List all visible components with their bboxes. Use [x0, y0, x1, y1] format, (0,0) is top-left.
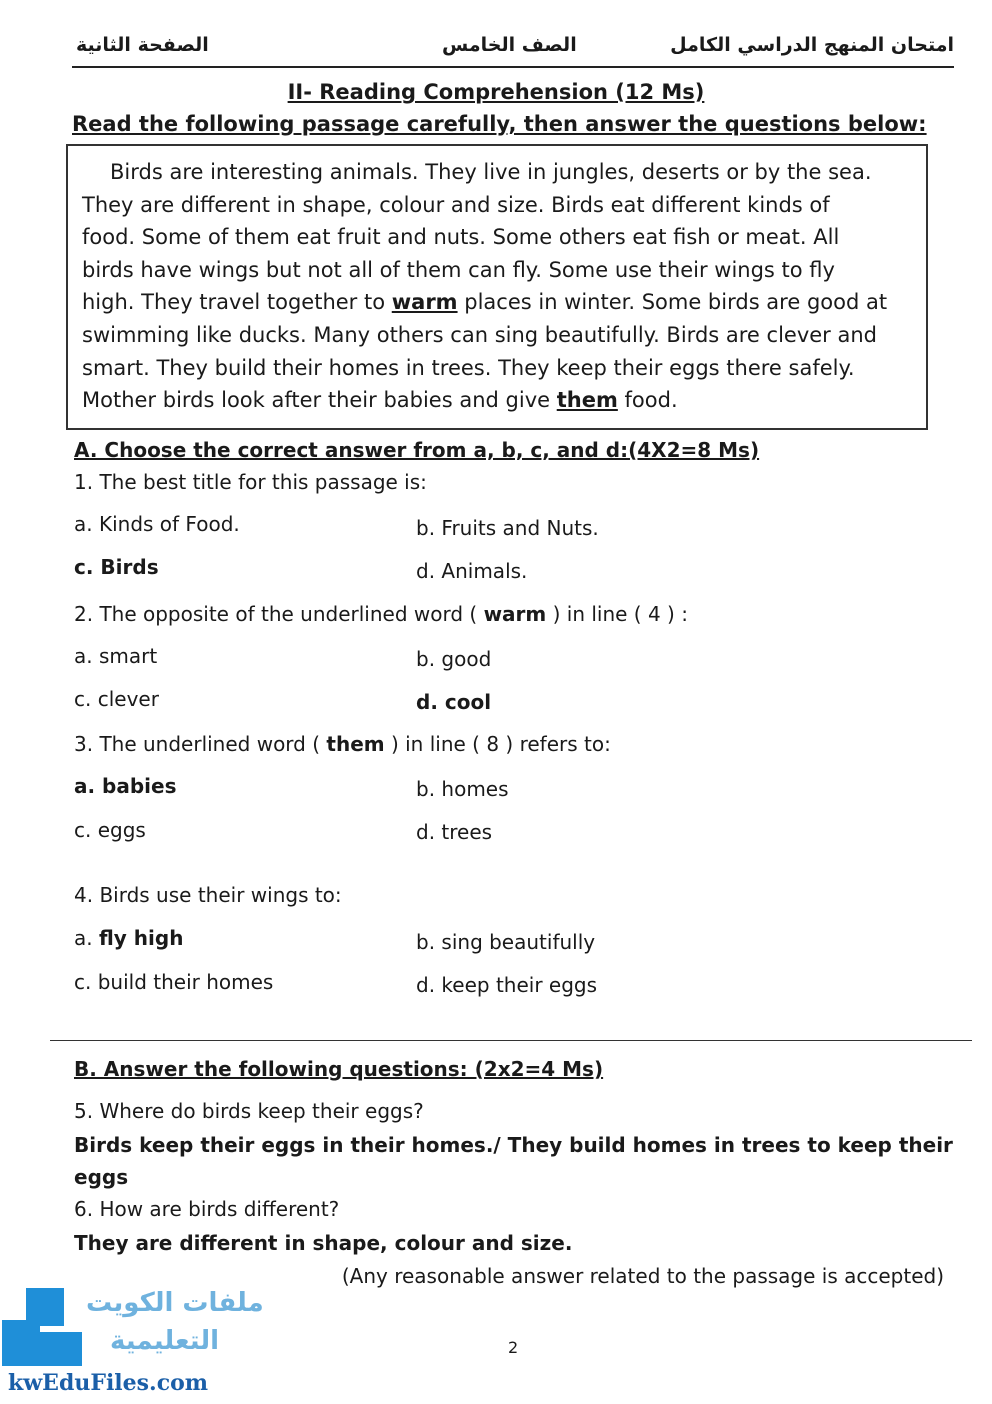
passage-line: They are different in shape, colour and size. Birds eat different kinds of	[82, 192, 830, 217]
section-a-heading: A. Choose the correct answer from a, b, c, and d:(4X2=8 Ms)	[74, 438, 760, 462]
question-4: 4. Birds use their wings to:	[74, 883, 342, 907]
header-page-label: الصفحة الثانية	[76, 34, 209, 56]
instruction: Read the following passage carefully, then answer the questions below:	[72, 112, 927, 136]
watermark-line2: التعليمية	[110, 1326, 220, 1356]
section-b-heading: B. Answer the following questions: (2x2=4 Ms)	[74, 1057, 604, 1081]
header-grade: الصف الخامس	[442, 34, 577, 56]
question-5: 5. Where do birds keep their eggs?	[74, 1099, 424, 1123]
header-exam-title: امتحان المنهج الدراسي الكامل	[670, 34, 954, 56]
question-2: 2. The opposite of the underlined word ( warm ) in line ( 4 ) :	[74, 602, 688, 626]
q1-option-c-answer: c. Birds	[74, 555, 159, 579]
q2-option-b: b. good	[416, 647, 492, 671]
passage-line: Mother birds look after their babies and give them food.	[82, 388, 678, 413]
q1-option-d: d. Animals.	[416, 559, 528, 583]
watermark-line1: ملفات الكويت	[86, 1288, 264, 1318]
answer-5: Birds keep their eggs in their homes./ They build homes in trees to keep their eggs	[74, 1133, 953, 1189]
marking-note: (Any reasonable answer related to the passage is accepted)	[341, 1264, 944, 1288]
question-3: 3. The underlined word ( them ) in line ( 8 ) refers to:	[74, 732, 611, 756]
underlined-word-them: them	[556, 388, 618, 413]
section-divider	[50, 1040, 972, 1041]
answer-6: They are different in shape, colour and size.	[74, 1231, 573, 1255]
passage-line: swimming like ducks. Many others can sing beautifully. Birds are clever and	[82, 322, 877, 347]
q3-option-a-answer: a. babies	[74, 774, 177, 798]
q3-option-b: b. homes	[416, 777, 509, 801]
header-divider	[72, 66, 954, 68]
q4-option-c: c. build their homes	[74, 970, 274, 994]
q4-option-b: b. sing beautifully	[416, 930, 596, 954]
q1-option-a: a. Kinds of Food.	[74, 512, 240, 536]
section-title: II- Reading Comprehension (12 Ms)	[287, 80, 705, 104]
q1-option-b: b. Fruits and Nuts.	[416, 516, 599, 540]
passage-line: smart. They build their homes in trees. They keep their eggs there safely.	[82, 355, 855, 380]
q4-option-d: d. keep their eggs	[416, 973, 598, 997]
page-number: 2	[508, 1338, 519, 1357]
passage-line: birds have wings but not all of them can fly. Some use their wings to fly	[82, 257, 835, 282]
watermark-url: kwEduFiles.com	[8, 1370, 209, 1396]
q3-option-d: d. trees	[416, 820, 493, 844]
passage-line: food. Some of them eat fruit and nuts. Some others eat fish or meat. All	[82, 225, 840, 250]
question-6: 6. How are birds different?	[74, 1197, 340, 1221]
passage-line: high. They travel together to warm places in winter. Some birds are good at	[82, 290, 888, 315]
q2-option-d-answer: d. cool	[416, 690, 492, 714]
q2-option-c: c. clever	[74, 687, 159, 711]
q4-answer: fly high	[98, 926, 184, 950]
keyword-them: them	[326, 732, 385, 756]
q2-option-a: a. smart	[74, 644, 158, 668]
question-1: 1. The best title for this passage is:	[74, 470, 427, 494]
watermark-logo	[2, 1288, 264, 1404]
passage-line: Birds are interesting animals. They live in jungles, deserts or by the sea.	[110, 160, 872, 184]
reading-passage	[66, 144, 928, 430]
q4-option-a: a. fly high	[74, 926, 184, 950]
q3-option-c: c. eggs	[74, 818, 146, 842]
keyword-warm: warm	[483, 602, 547, 626]
underlined-word-warm: warm	[391, 290, 458, 315]
